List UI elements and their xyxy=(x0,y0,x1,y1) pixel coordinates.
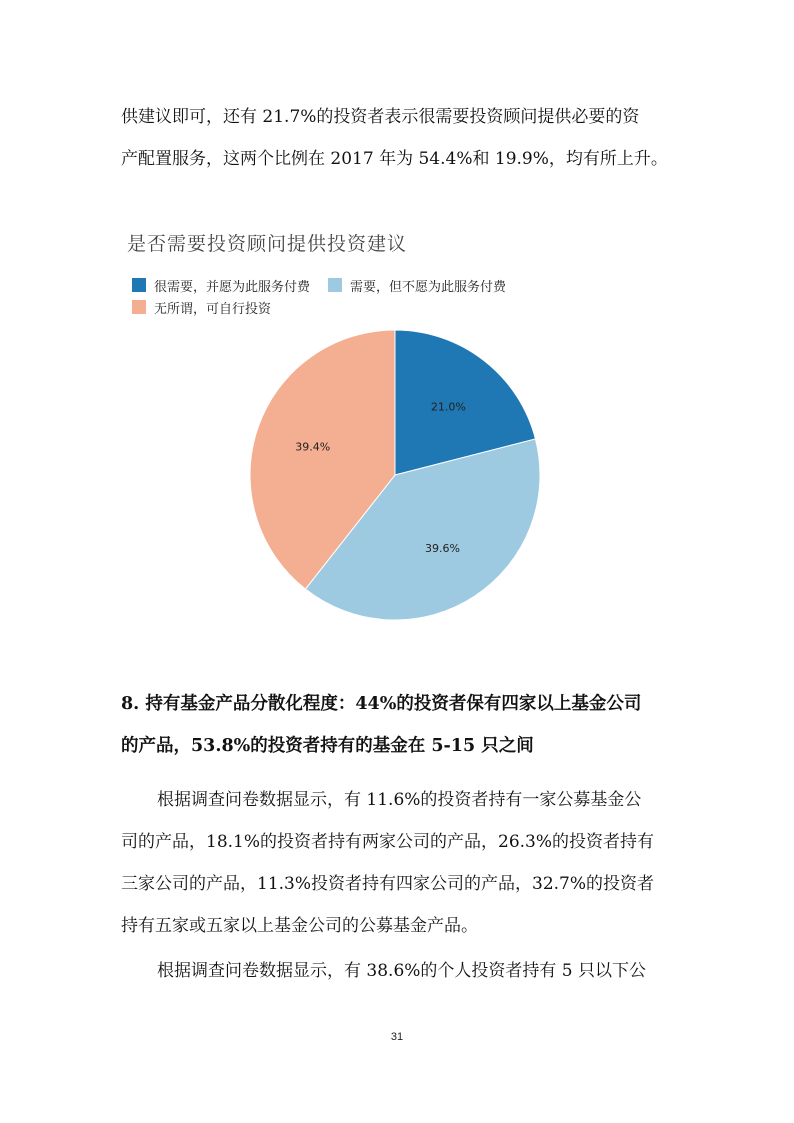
paragraph-line: 根据调查问卷数据显示，有 38.6%的个人投资者持有 5 只以下公 xyxy=(157,961,647,981)
paragraph-line: 产配置服务，这两个比例在 2017 年为 54.4%和 19.9%，均有所上升。 xyxy=(121,149,668,169)
intro-paragraph xyxy=(121,96,681,180)
legend-item xyxy=(132,298,271,317)
legend-swatch xyxy=(132,278,146,292)
pie-data-label: 21.0% xyxy=(430,400,466,414)
legend-item xyxy=(328,276,506,295)
section-heading xyxy=(121,683,681,767)
legend-label: 很需要，并愿为此服务付费 xyxy=(154,279,311,295)
heading-line: 的产品，53.8%的投资者持有的基金在 5-15 只之间 xyxy=(121,736,534,756)
legend-swatch xyxy=(328,278,342,292)
legend-label: 无所谓，可自行投资 xyxy=(154,301,272,317)
pie-chart xyxy=(240,320,550,630)
paragraph-line: 供建议即可，还有 21.7%的投资者表示很需要投资顾问提供必要的资 xyxy=(121,107,640,127)
body-paragraph xyxy=(121,779,681,947)
page-number: 31 xyxy=(390,1031,404,1043)
legend-swatch xyxy=(132,300,146,314)
paragraph-line: 持有五家或五家以上基金公司的公募基金产品。 xyxy=(121,916,478,936)
legend-item xyxy=(132,276,310,295)
heading-line: 8. 持有基金产品分散化程度：44%的投资者保有四家以上基金公司 xyxy=(121,694,642,714)
body-paragraph xyxy=(121,950,681,992)
paragraph-line: 根据调查问卷数据显示，有 11.6%的投资者持有一家公募基金公 xyxy=(157,790,642,810)
chart-legend xyxy=(132,274,524,318)
legend-label: 需要，但不愿为此服务付费 xyxy=(350,279,507,295)
pie-data-label: 39.6% xyxy=(425,541,461,555)
paragraph-line: 司的产品，18.1%的投资者持有两家公司的产品，26.3%的投资者持有 xyxy=(121,832,655,852)
paragraph-line: 三家公司的产品，11.3%投资者持有四家公司的产品，32.7%的投资者 xyxy=(121,874,655,894)
pie-data-label: 39.4% xyxy=(295,440,331,454)
chart-title: 是否需要投资顾问提供投资建议 xyxy=(127,233,408,255)
